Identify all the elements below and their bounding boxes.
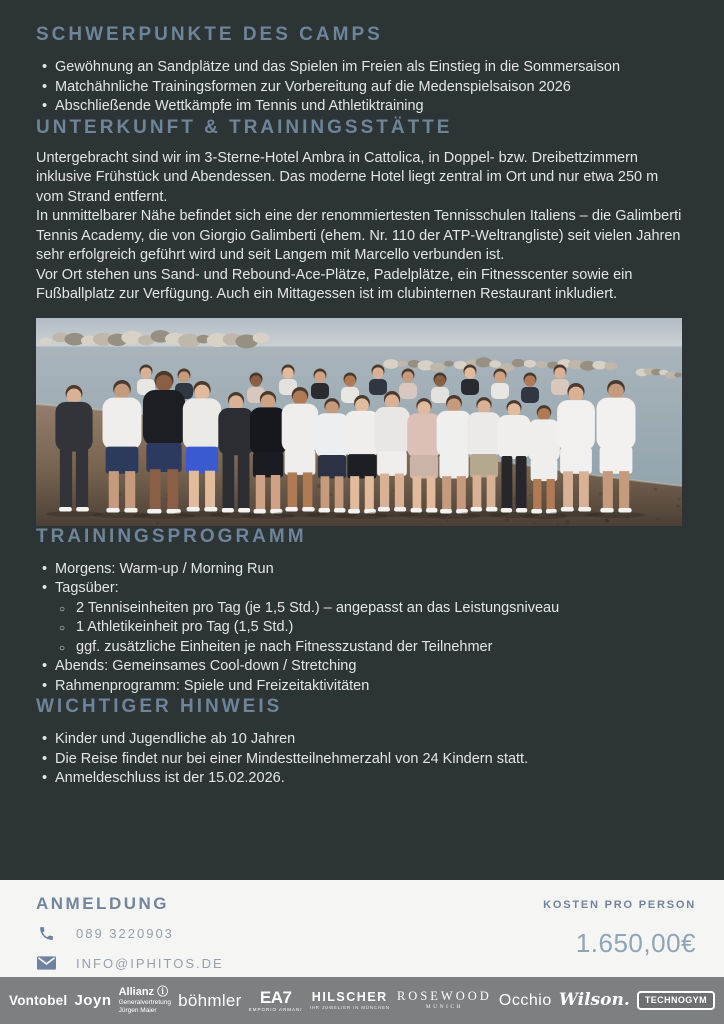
phone-icon [36,925,56,942]
group-photo-illustration [36,318,682,526]
cost-label: KOSTEN PRO PERSON [543,899,696,911]
paragraph: Untergebracht sind wir im 3-Sterne-Hotel Ambra in Cattolica, in Doppel- bzw. Dreibettzimmern inklusive Frühstück und Abendessen. Das moderne Hotel liegt zentral im Ort und nur etwa 250 m vom Strand entfernt. [36,149,659,205]
bullet-item: • Morgens: Warm-up / Morning Run [36,560,688,580]
sub-bullet-item: ○ ggf. zusätzliche Einheiten je nach Fitnesszustand der Teilnehmer [55,638,688,658]
sponsor-logo-technogym: TECHNOGYM [637,991,715,1010]
sponsor-logo-rosewood: ROSEWOOD MUNICH [396,989,492,1011]
cost-value: 1.650,00€ [575,928,696,958]
sponsor-logo-allianz: Allianz ⓘ Generalvertretung Jürgen Maier [118,985,171,1014]
bullet-item: • Rahmenprogramm: Spiele und Freizeitaktivitäten [36,677,688,697]
email-address: INFO@IPHITOS.DE [76,955,224,971]
bullet-item: • Matchähnliche Trainingsformen zur Vorbereitung auf die Medenspielsaison 2026 [36,78,688,98]
email-row [36,952,224,974]
sponsor-logo-boehmler: böhmler [178,991,242,1010]
sponsor-logo-wilson: Wilson. [558,990,630,1010]
sponsor-logo-joyn: Joyn [74,992,112,1009]
paragraph: Vor Ort stehen uns Sand- und Rebound-Ace-Plätze, Padelplätze, ein Fitnesscenter sowie ein Fußballplatz zur Verfügung. Auch ein Mittagessen ist im clubinternen Restaurant inkludiert. [36,266,633,302]
sponsor-logo-occhio: Occhio [498,991,552,1009]
sponsor-logo-vontobel: Vontobel [9,992,68,1008]
sponsor-bar [0,977,724,1024]
paragraph: In unmittelbarer Nähe befindet sich eine der renommiertesten Tennisschulen Italiens – die Galimberti Tennis Academy, die von Giorgio Galimberti (ehem. Nr. 110 der ATP-Weltrangliste) seit vielen Jahren sehr erfolgreich geführt wird und seit Langem mit Marcello verbunden ist. [36,208,682,263]
bullet-item: • Anmeldeschluss ist der 15.02.2026. [36,769,688,789]
bullet-item: • Abends: Gemeinsames Cool-down / Stretching [36,657,688,677]
notice-list [36,730,688,789]
section-title-highlights: SCHWERPUNKTE DES CAMPS [36,24,383,45]
registration-footer [0,880,724,977]
sub-bullet-item: ○ 2 Tenniseinheiten pro Tag (je 1,5 Std.) – angepasst an das Leistungsniveau [55,599,688,619]
registration-title: ANMELDUNG [36,894,169,913]
cost-block [543,894,696,977]
accommodation-text [36,149,688,305]
highlights-list [36,58,688,117]
bullet-item: • Die Reise findet nur bei einer Mindestteilnehmerzahl von 24 Kindern statt. [36,750,688,770]
phone-row [36,922,224,944]
bullet-item: • Abschließende Wettkämpfe im Tennis und Athletiktraining [36,97,688,117]
mail-icon [36,956,56,970]
phone-number: 089 3220903 [76,925,174,941]
training-sublist [55,599,688,658]
registration-contact [36,894,224,977]
section-title-training: TRAININGSPROGRAMM [36,525,307,547]
sponsor-logo-ea7: EA7 EMPORIO ARMANI [248,988,303,1012]
section-title-notice: WICHTIGER HINWEIS [36,696,283,717]
section-title-accommodation: UNTERKUNFT & TRAININGSSTÄTTE [36,116,453,138]
training-list [36,560,688,697]
bullet-item: • Gewöhnung an Sandplätze und das Spielen im Freien als Einstieg in die Sommersaison [36,58,688,78]
sub-bullet-item: ○ 1 Athletikeinheit pro Tag (1,5 Std.) [55,618,688,638]
bullet-item: • Kinder und Jugendliche ab 10 Jahren [36,730,688,750]
bullet-item [36,579,688,657]
bullet-label: Tagsüber: [55,580,119,596]
group-photo [36,318,682,526]
sponsor-logo-hilscher: HILSCHER IHR JUWELIER IN MÜNCHEN [309,990,390,1010]
